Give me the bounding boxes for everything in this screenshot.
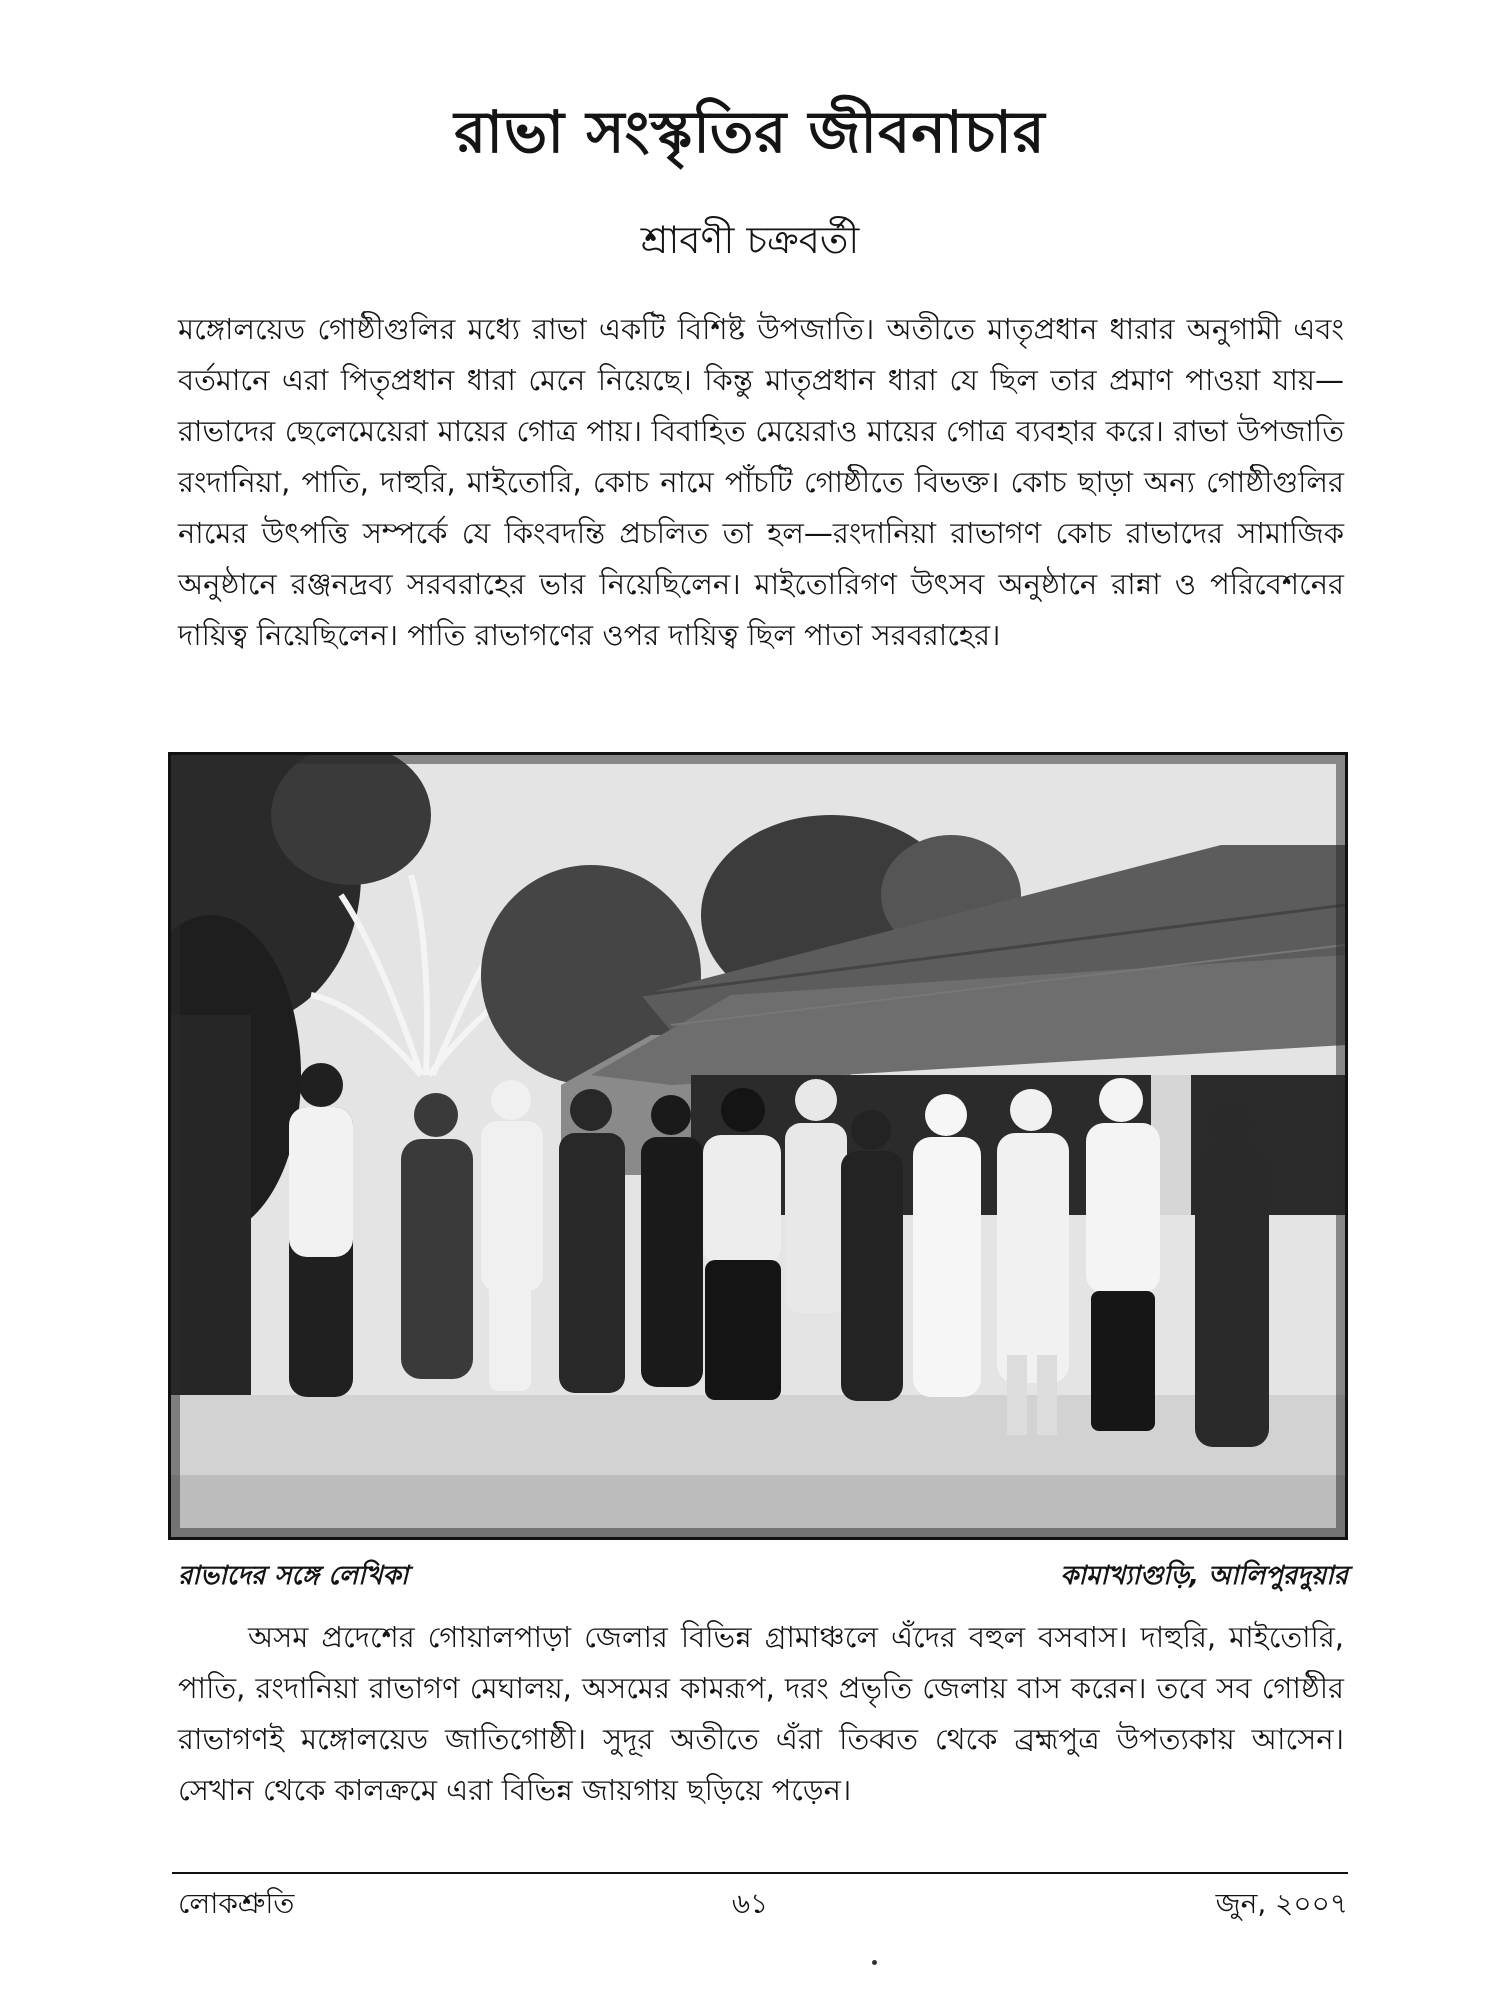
footer-divider xyxy=(172,1872,1348,1874)
journal-name: লোকশ্রুতি xyxy=(178,1887,295,1920)
page-number: ৬১ xyxy=(731,1887,769,1920)
stray-mark xyxy=(872,1960,877,1965)
group-photo xyxy=(168,752,1348,1540)
issue-date: জুন, ২০০৭ xyxy=(1215,1887,1348,1920)
photo-caption-left: রাভাদের সঙ্গে লেখিকা xyxy=(178,1561,409,1591)
paragraph-intro: মঙ্গোলয়েড গোষ্ঠীগুলির মধ্যে রাভা একটি বিশিষ্ট উপজাতি। অতীতে মাতৃপ্রধান ধারার অনুগামী এবং বর্তমানে এরা পিতৃপ্রধান ধারা মেনে নিয়েছে। কিন্তু মাতৃপ্রধান ধারা যে ছিল তার প্রমাণ পাওয়া যায়—রাভাদের ছেলেমেয়েরা মায়ের গোত্র পায়। বিবাহিত মেয়েরাও মায়ের গোত্র ব্যবহার করে। রাভা উপজাতি রংদানিয়া, পাতি, দাহুরি, মাইতোরি, কোচ নামে পাঁচটি গোষ্ঠীতে বিভক্ত। কোচ ছাড়া অন্য গোষ্ঠীগুলির নামের উৎপত্তি সম্পর্কে যে কিংবদন্তি প্রচলিত তা হল—রংদানিয়া রাভাগণ কোচ রাভাদের সামাজিক অনুষ্ঠানে রঞ্জনদ্রব্য সরবরাহের ভার নিয়েছিলেন। মাইতোরিগণ উৎসব অনুষ্ঠানে রান্না ও পরিবেশনের দায়িত্ব নিয়েছিলেন। পাতি রাভাগণের ওপর দায়িত্ব ছিল পাতা সরবরাহের। xyxy=(178,312,1344,652)
paragraph-habitat: অসম প্রদেশের গোয়ালপাড়া জেলার বিভিন্ন গ্রামাঞ্চলে এঁদের বহুল বসবাস। দাহুরি, মাইতোরি, পাতি, রংদানিয়া রাভাগণ মেঘালয়, অসমের কামরূপ, দরং প্রভৃতি জেলায় বাস করেন। তবে সব গোষ্ঠীর রাভাগণই মঙ্গোলয়েড জাতিগোষ্ঠী। সুদূর অতীতে এঁরা তিব্বত থেকে ব্রহ্মপুত্র উপত্যকায় আসেন। সেখান থেকে কালক্রমে এরা বিভিন্ন জায়গায় ছড়িয়ে পড়েন। xyxy=(178,1620,1344,1807)
photo-caption-right: কামাখ্যাগুড়ি, আলিপুরদুয়ার xyxy=(1060,1561,1348,1591)
article-author: শ্রাবণী চক্রবর্তী xyxy=(640,218,860,262)
article-title: রাভা সংস্কৃতির জীবনাচার xyxy=(454,98,1046,166)
